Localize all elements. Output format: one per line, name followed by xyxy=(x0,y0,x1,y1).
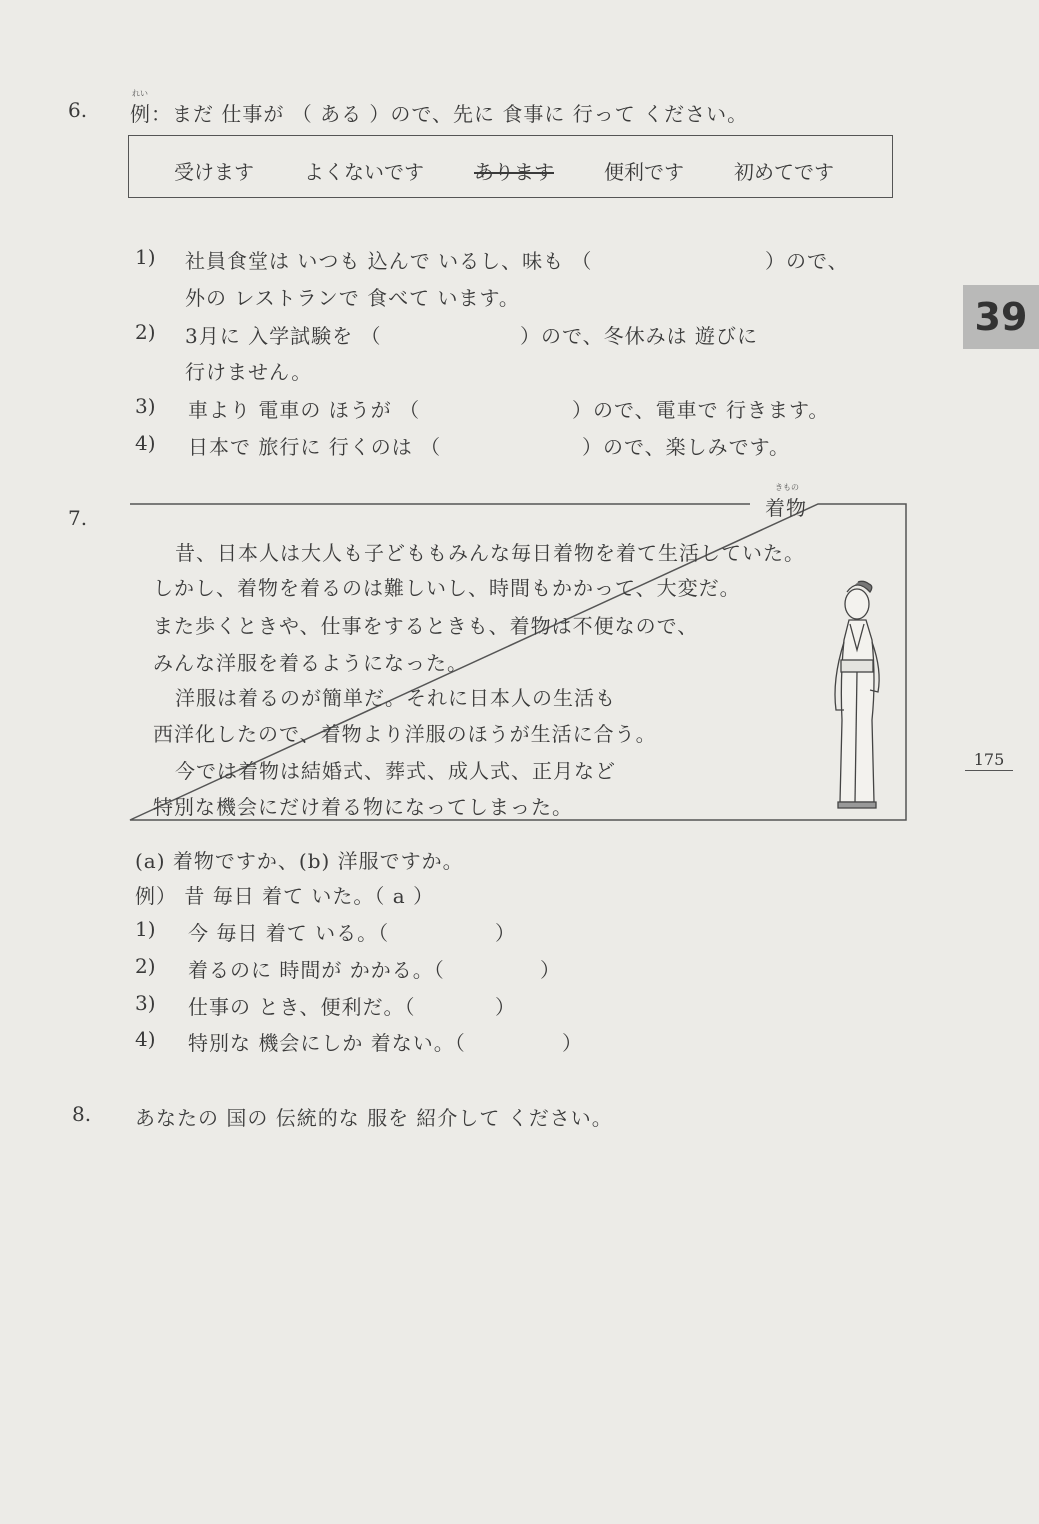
q6-item-2-continuation: 行けません。 xyxy=(185,360,313,384)
q7-item-4-text: 特別な 機会にしか 着ない。（ xyxy=(188,1031,466,1055)
choice-yokunaidesu: よくないです xyxy=(304,160,424,184)
q7-question: (a) 着物ですか、(b) 洋服ですか。 xyxy=(135,849,464,873)
passage-line-4: みんな洋服を着るようになった。 xyxy=(153,651,468,675)
box-title-furigana: きもの xyxy=(775,483,799,492)
passage-line-5: 洋服は着るのが簡単だ。それに日本人の生活も xyxy=(175,686,616,710)
q6-item-1-continuation: 外の レストランで 食べて います。 xyxy=(185,286,520,310)
q7-item-4-close: ） xyxy=(562,1031,583,1055)
q7-item-2-text: 着るのに 時間が かかる。（ xyxy=(188,958,445,982)
chapter-tab: 39 xyxy=(963,285,1039,349)
choice-hajimetedesu: 初めてです xyxy=(734,160,834,184)
q6-item-1-text: 社員食堂は いつも 込んで いるし、味も （ xyxy=(185,249,593,273)
q6-item-2-text: 3月に 入学試験を （ xyxy=(185,324,382,348)
q6-item-2-text-end: ）ので、冬休みは 遊びに xyxy=(520,324,758,348)
q6-number: 6. xyxy=(68,98,88,122)
q7-number: 7. xyxy=(68,506,88,530)
q6-example-furigana: れい xyxy=(132,89,148,98)
passage-line-7: 今では着物は結婚式、葬式、成人式、正月など xyxy=(175,759,616,783)
q6-item-3-number: 3) xyxy=(135,394,156,418)
q7-example: 例） 昔 毎日 着て いた。（ a ） xyxy=(135,884,435,908)
q7-item-2-close: ） xyxy=(540,958,561,982)
q8-text: あなたの 国の 伝統的な 服を 紹介して ください。 xyxy=(135,1106,613,1130)
choice-benridesu: 便利です xyxy=(604,160,684,184)
box-title: 着物 xyxy=(765,496,807,520)
q6-item-1-number: 1) xyxy=(135,245,156,269)
q7-item-1-text: 今 毎日 着て いる。（ xyxy=(188,921,390,945)
passage-line-2: しかし、着物を着るのは難しいし、時間もかかって、大変だ。 xyxy=(153,576,741,600)
q7-item-1-number: 1) xyxy=(135,917,156,941)
q6-item-2-number: 2) xyxy=(135,320,156,344)
q7-item-3-text: 仕事の とき、便利だ。（ xyxy=(188,995,416,1019)
q6-choice-box xyxy=(128,135,893,198)
q6-item-4-number: 4) xyxy=(135,431,156,455)
q7-item-1-close: ） xyxy=(495,921,516,945)
q6-item-3-text: 車より 電車の ほうが （ xyxy=(188,398,421,422)
kimono-woman-illustration xyxy=(822,580,892,812)
q7-item-3-close: ） xyxy=(495,995,516,1019)
passage-line-3: また歩くときや、仕事をするときも、着物は不便なので、 xyxy=(153,614,699,638)
q7-item-2-number: 2) xyxy=(135,954,156,978)
q8-number: 8. xyxy=(72,1102,92,1126)
page-number: 175 xyxy=(965,750,1013,771)
choice-arimasu-struck: あります xyxy=(474,160,554,184)
passage-line-1: 昔、日本人は大人も子どももみんな毎日着物を着て生活していた。 xyxy=(175,541,805,565)
q6-example: 例：まだ 仕事が （ ある ）ので、先に 食事に 行って ください。 xyxy=(130,102,749,126)
q6-item-3-text-end: ）ので、電車で 行きます。 xyxy=(572,398,830,422)
q7-item-3-number: 3) xyxy=(135,991,156,1015)
q6-item-4-text: 日本で 旅行に 行くのは （ xyxy=(188,435,442,459)
passage-line-8: 特別な機会にだけ着る物になってしまった。 xyxy=(153,795,573,819)
q6-item-1-text-end: ）ので、 xyxy=(765,249,849,273)
q6-item-4-text-end: ）ので、楽しみです。 xyxy=(582,435,790,459)
choice-ukemasu: 受けます xyxy=(174,160,254,184)
passage-line-6: 西洋化したので、着物より洋服のほうが生活に合う。 xyxy=(153,722,657,746)
q7-item-4-number: 4) xyxy=(135,1027,156,1051)
